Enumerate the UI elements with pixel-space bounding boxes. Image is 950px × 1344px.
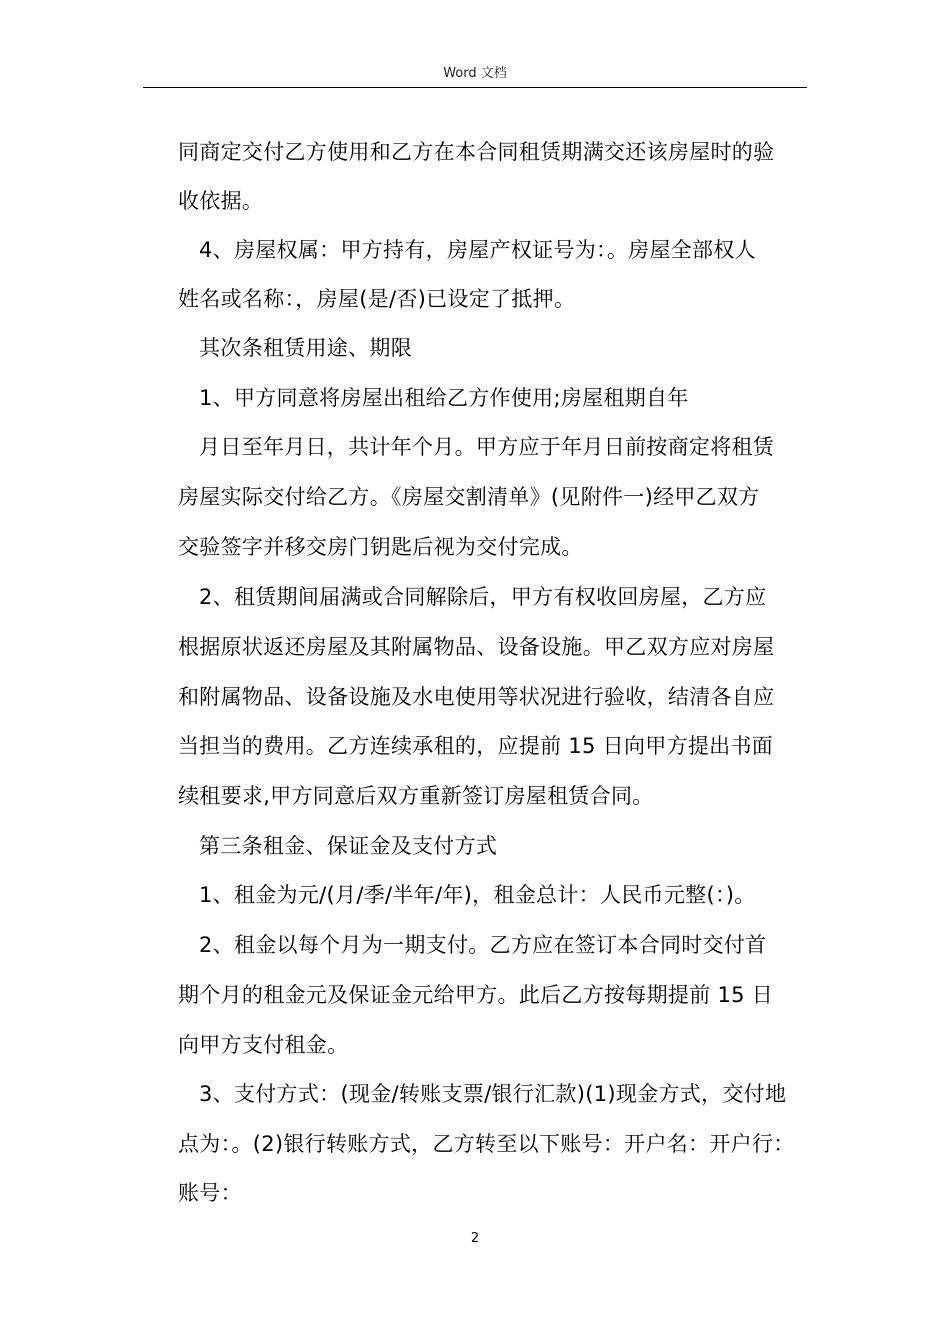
body-line-11: 根据原状返还房屋及其附属物品、设备设施。甲乙双方应对房屋 [178,635,775,659]
body-line-13: 当担当的费用。乙方连续承租的，应提前 15 日向甲方提出书面 [178,734,774,758]
section-heading-3: 第三条租金、保证金及支付方式 [199,834,498,858]
body-line-3: 4、房屋权属：甲方持有，房屋产权证号为：。房屋全部权人 [199,238,756,262]
page-number: 2 [470,1231,480,1246]
body-line-2: 收依据。 [178,189,264,213]
body-line-10: 2、租赁期间届满或合同解除后，甲方有权收回房屋，乙方应 [199,585,767,609]
body-line-21: 点为：。(2)银行转账方式，乙方转至以下账号：开户名：开户行： [178,1132,795,1156]
body-line-17: 2、租金以每个月为一期支付。乙方应在签订本合同时交付首 [199,933,767,957]
body-line-19: 向甲方支付租金。 [178,1033,349,1057]
body-line-18: 期个月的租金元及保证金元给甲方。此后乙方按每期提前 15 日 [178,983,774,1007]
header-rule [143,87,807,88]
body-line-20: 3、支付方式：(现金/转账支票/银行汇款)(1)现金方式，交付地 [199,1082,787,1106]
body-line-14: 续租要求,甲方同意后双方重新签订房屋租赁合同。 [178,784,654,808]
body-line-9: 交验签字并移交房门钥匙后视为交付完成。 [178,535,583,559]
page-header-title: Word 文档 [443,66,507,81]
section-heading-2: 其次条租赁用途、期限 [199,336,412,360]
body-line-12: 和附属物品、设备设施及水电使用等状况进行验收，结清各自应 [178,685,775,709]
body-line-22: 账号： [178,1181,242,1205]
body-line-4: 姓名或名称：，房屋(是/否)已设定了抵押。 [178,287,576,311]
body-line-1: 同商定交付乙方使用和乙方在本合同租赁期满交还该房屋时的验 [178,140,775,164]
body-line-6: 1、甲方同意将房屋出租给乙方作使用;房屋租期自年 [199,386,689,410]
body-line-7: 月日至年月日，共计年个月。甲方应于年月日前按商定将租赁 [199,435,775,459]
body-line-16: 1、租金为元/(月/季/半年/年)，租金总计：人民币元整(：)。 [199,883,756,907]
body-line-8: 房屋实际交付给乙方。《房屋交割清单》(见附件一)经甲乙双方 [178,485,760,509]
